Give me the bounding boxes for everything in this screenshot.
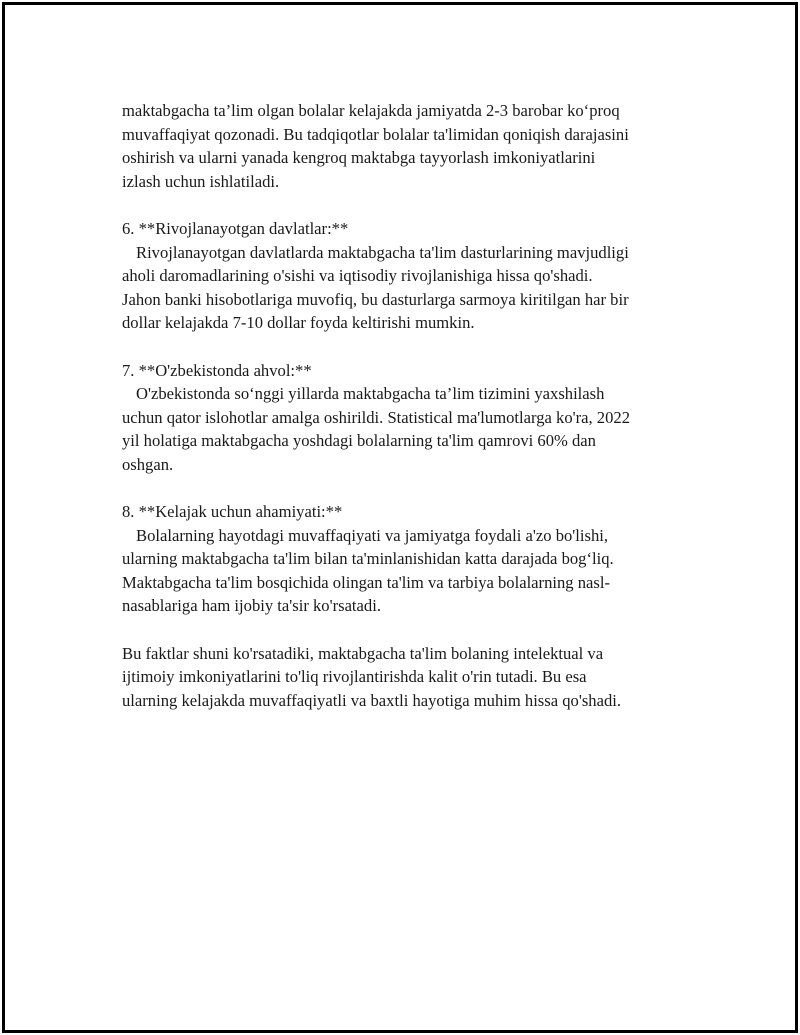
section-heading: 7. **O'zbekistonda ahvol:** <box>122 360 312 380</box>
paragraph-conclusion <box>122 642 702 713</box>
text-line: izlash uchun ishlatiladi. <box>122 171 280 191</box>
text-line: O'zbekistonda so‘nggi yillarda maktabgacha ta’lim tizimini yaxshilash <box>136 384 605 404</box>
paragraph-gap <box>122 477 702 501</box>
page-content <box>122 99 702 712</box>
paragraph-gap <box>122 335 702 359</box>
text-line: dollar kelajakda 7-10 dollar foyda keltirishi mumkin. <box>122 313 475 333</box>
text-line: ularning kelajakda muvaffaqiyatli va baxtli hayotiga muhim hissa qo'shadi. <box>122 690 621 710</box>
text-line: Maktabgacha ta'lim bosqichida olingan ta'lim va tarbiya bolalarning nasl- <box>122 572 610 592</box>
text-line: muvaffaqiyat qozonadi. Bu tadqiqotlar bolalar ta'limidan qoniqish darajasini <box>122 124 629 144</box>
paragraph-gap <box>122 193 702 217</box>
text-line: aholi daromadlarining o'sishi va iqtisodiy rivojlanishiga hissa qo'shadi. <box>122 266 593 286</box>
text-line: Bu faktlar shuni ko'rsatadiki, maktabgacha ta'lim bolaning intelektual va <box>122 643 604 663</box>
section-7 <box>122 359 702 477</box>
text-line: maktabgacha ta’lim olgan bolalar kelajakda jamiyatda 2-3 barobar ko‘proq <box>122 101 620 120</box>
section-heading: 8. **Kelajak uchun ahamiyati:** <box>122 502 343 522</box>
text-line: Bolalarning hayotdagi muvaffaqiyati va jamiyatga foydali a'zo bo'lishi, <box>136 525 609 545</box>
text-line: ularning maktabgacha ta'lim bilan ta'minlanishidan katta darajada bog‘liq. <box>122 549 614 569</box>
text-line: oshirish va ularni yanada kengroq maktabga tayyorlash imkoniyatlarini <box>122 148 596 168</box>
section-heading: 6. **Rivojlanayotgan davlatlar:** <box>122 218 349 238</box>
paragraph-gap <box>122 618 702 642</box>
text-line: oshgan. <box>122 454 174 474</box>
section-8 <box>122 500 702 618</box>
text-line: Rivojlanayotgan davlatlarda maktabgacha ta'lim dasturlarining mavjudligi <box>136 242 629 262</box>
text-line: Jahon banki hisobotlariga muvofiq, bu dasturlarga sarmoya kiritilgan har bir <box>122 289 629 309</box>
section-6 <box>122 217 702 335</box>
text-line: yil holatiga maktabgacha yoshdagi bolalarning ta'lim qamrovi 60% dan <box>122 431 596 451</box>
paragraph-intro-continuation <box>122 99 702 193</box>
page-frame <box>2 2 798 1033</box>
text-line: nasablariga ham ijobiy ta'sir ko'rsatadi. <box>122 596 381 616</box>
text-line: uchun qator islohotlar amalga oshirildi. Statistical ma'lumotlarga ko'ra, 2022 <box>122 407 630 427</box>
text-line: ijtimoiy imkoniyatlarini to'liq rivojlantirishda kalit o'rin tutadi. Bu esa <box>122 667 587 687</box>
